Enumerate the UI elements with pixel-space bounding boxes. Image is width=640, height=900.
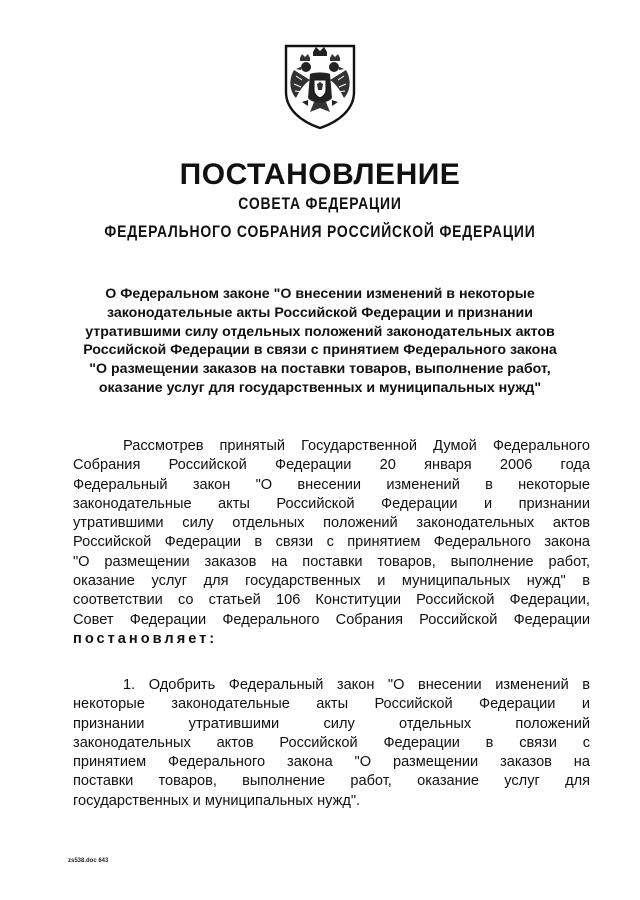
russian-coat-of-arms-icon — [280, 40, 360, 130]
paragraph-line: законодательные акты Российской Федерации и признании — [73, 495, 590, 512]
issuer-line-2: ФЕДЕРАЛЬНОГО СОБРАНИЯ РОССИЙСКОЙ ФЕДЕРАЦИИ — [104, 222, 536, 241]
subject-line: "О размещении заказов на поставки товаров, выполнение работ, — [89, 361, 551, 378]
paragraph-line: 1. Одобрить Федеральный закон "О внесении изменений в — [123, 677, 590, 693]
subject-line: законодательные акты Российской Федерации и признании — [106, 304, 534, 321]
paragraph-line: "О размещении заказов на поставки товаров, выполнение работ, — [73, 553, 590, 570]
preamble-paragraph — [73, 437, 590, 649]
subject-line: утратившими силу отдельных положений законодательных актов — [85, 323, 555, 340]
subject-line: О Федеральном законе "О внесении изменений в некоторые — [105, 286, 535, 302]
paragraph-line: оказание услуг для государственных и муниципальных нужд" в — [73, 573, 590, 590]
paragraph-line: Федеральный закон "О внесении изменений в некоторые — [73, 476, 590, 493]
subject-line: Российской Федерации в связи с принятием Федерального закона — [83, 342, 557, 359]
subject-line: оказание услуг для государственных и муниципальных нужд" — [98, 379, 542, 396]
paragraph-line: законодательных актов Российской Федерации в связи с — [73, 734, 590, 751]
paragraph-line: Совет Федерации Федерального Собрания Российской Федерации — [73, 611, 590, 628]
paragraph-line: государственных и муниципальных нужд". — [73, 792, 361, 809]
document-subject — [70, 285, 570, 398]
decree-word: постановляет: — [73, 630, 218, 647]
paragraph-line: Собрания Российской Федерации 20 января 2006 года — [73, 457, 590, 474]
paragraph-line: признании утратившими силу отдельных положений — [73, 715, 590, 732]
resolution-item-1 — [73, 676, 590, 811]
issuer-line-1: СОВЕТА ФЕДЕРАЦИИ — [238, 194, 402, 213]
paragraph-line: утратившими силу отдельных положений законодательных актов — [73, 515, 590, 532]
paragraph-line: соответствии со статьей 106 Конституции Российской Федерации, — [73, 592, 590, 609]
file-code: zs538.doc 643 — [68, 858, 109, 864]
paragraph-line: Российской Федерации в связи с принятием Федерального закона — [73, 534, 590, 551]
paragraph-line: Рассмотрев принятый Государственной Думой Федерального — [123, 438, 590, 454]
paragraph-line: принятием Федерального закона "О размещении заказов на — [73, 754, 590, 771]
paragraph-line: поставки товаров, выполнение работ, оказание услуг для — [73, 773, 590, 790]
document-type-title: ПОСТАНОВЛЕНИЕ — [179, 158, 461, 191]
paragraph-line: некоторые законодательные акты Российской Федерации и — [73, 696, 590, 713]
